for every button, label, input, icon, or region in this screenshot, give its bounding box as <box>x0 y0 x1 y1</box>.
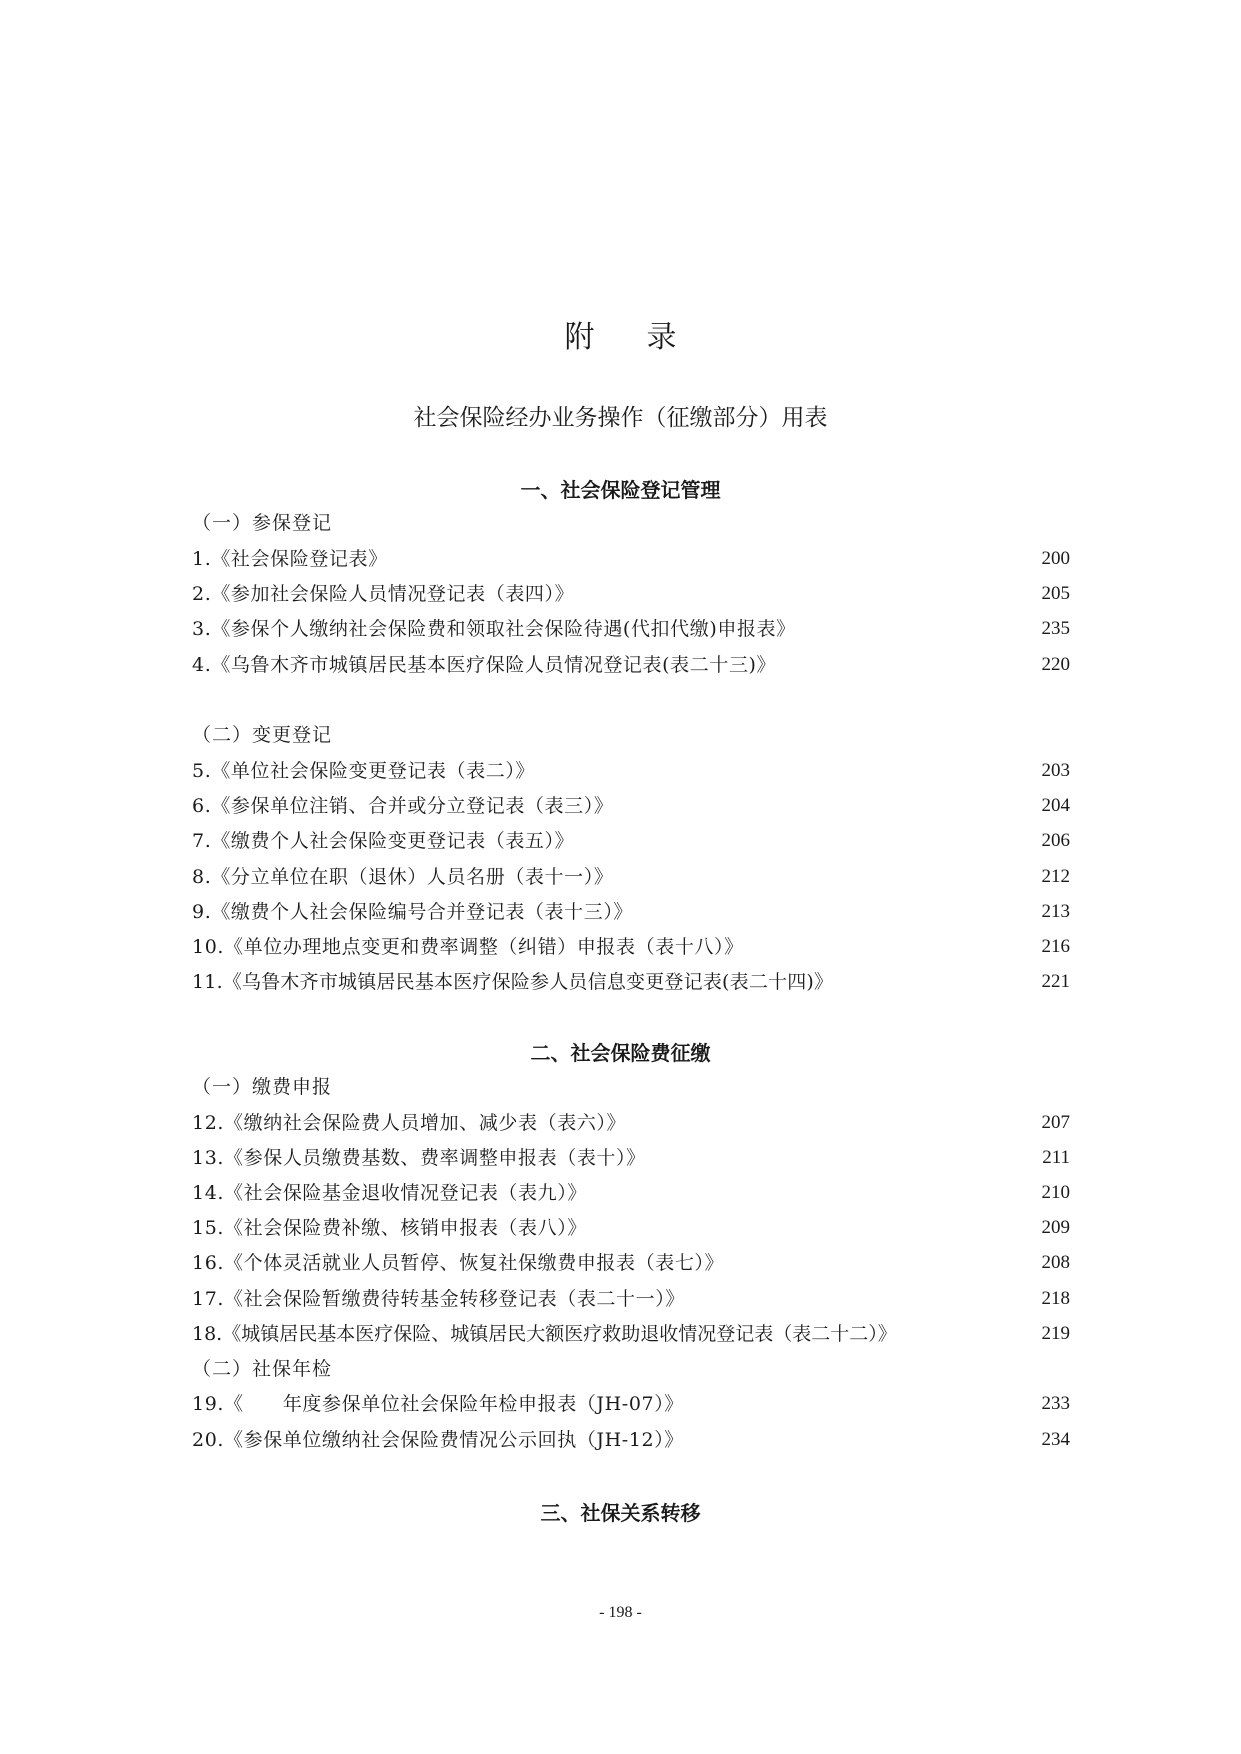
toc-row-page: 219 <box>1041 1323 1070 1344</box>
toc-row-label: 1.《社会保险登记表》 <box>192 548 388 570</box>
toc-row-page: 235 <box>1041 618 1070 639</box>
toc-row[interactable] <box>192 1249 1070 1277</box>
toc-row-page: 204 <box>1041 795 1070 816</box>
toc-row[interactable] <box>192 1144 1070 1172</box>
toc-row-page: 213 <box>1041 901 1070 922</box>
toc-row-label: 9.《缴费个人社会保险编号合并登记表（表十三）》 <box>192 901 634 923</box>
toc-row-page: 221 <box>1041 971 1070 992</box>
toc-row[interactable] <box>192 792 1070 820</box>
group-label: （一）缴费申报 <box>192 1076 333 1098</box>
toc-row[interactable] <box>192 1179 1070 1207</box>
toc-row-label: 12.《缴纳社会保险费人员增加、减少表（表六）》 <box>192 1112 627 1134</box>
group-label: （二）变更登记 <box>192 724 333 746</box>
section-heading: 二、社会保险费征缴 <box>530 1041 711 1065</box>
toc-row-page: 234 <box>1041 1429 1070 1450</box>
toc-row[interactable] <box>192 545 1070 573</box>
toc-row-page: 205 <box>1041 583 1070 604</box>
toc-row-label: 18.《城镇居民基本医疗保险、城镇居民大额医疗救助退收情况登记表（表二十二）》 <box>192 1323 897 1345</box>
toc-row[interactable] <box>192 580 1070 608</box>
toc-row-page: 206 <box>1041 830 1070 851</box>
toc-row-label: 7.《缴费个人社会保险变更登记表（表五）》 <box>192 830 575 852</box>
toc-row[interactable] <box>192 1285 1070 1313</box>
toc-row[interactable] <box>192 1390 1070 1418</box>
toc-row-label: 2.《参加社会保险人员情况登记表（表四）》 <box>192 583 575 605</box>
group-label: （一）参保登记 <box>192 512 333 534</box>
section-heading: 一、社会保险登记管理 <box>520 478 721 502</box>
toc-row[interactable] <box>192 898 1070 926</box>
page-title: 附录 <box>564 320 729 355</box>
toc-row-label: 4.《乌鲁木齐市城镇居民基本医疗保险人员情况登记表(表二十三)》 <box>192 654 777 676</box>
toc-row-label: 16.《个体灵活就业人员暂停、恢复社保缴费申报表（表七）》 <box>192 1252 725 1274</box>
toc-row-page: 209 <box>1041 1217 1070 1238</box>
toc-row-label: 17.《社会保险暂缴费待转基金转移登记表（表二十一）》 <box>192 1288 685 1310</box>
toc-row-label: 3.《参保个人缴纳社会保险费和领取社会保险待遇(代扣代缴)申报表》 <box>192 618 796 640</box>
page-subtitle: 社会保险经办业务操作（征缴部分）用表 <box>413 405 828 431</box>
toc-row-page: 208 <box>1041 1252 1070 1273</box>
toc-row-label: 8.《分立单位在职（退休）人员名册（表十一）》 <box>192 866 614 888</box>
toc-row[interactable] <box>192 1320 1070 1348</box>
toc-row-label: 11.《乌鲁木齐市城镇居民基本医疗保险参人员信息变更登记表(表二十四)》 <box>192 971 834 993</box>
toc-row[interactable] <box>192 933 1070 961</box>
toc-row-label: 6.《参保单位注销、合并或分立登记表（表三）》 <box>192 795 614 817</box>
group-label: （二）社保年检 <box>192 1358 333 1380</box>
toc-row[interactable] <box>192 651 1070 679</box>
toc-row-page: 200 <box>1041 548 1070 569</box>
toc-row-page: 220 <box>1041 654 1070 675</box>
toc-row-label: 10.《单位办理地点变更和费率调整（纠错）申报表（表十八）》 <box>192 936 744 958</box>
toc-row-page: 211 <box>1042 1147 1070 1168</box>
toc-row-label: 14.《社会保险基金退收情况登记表（表九）》 <box>192 1182 587 1204</box>
toc-row[interactable] <box>192 863 1070 891</box>
toc-row[interactable] <box>192 827 1070 855</box>
toc-row[interactable] <box>192 1109 1070 1137</box>
toc-row-page: 233 <box>1041 1393 1070 1414</box>
toc-row[interactable] <box>192 968 1070 996</box>
toc-row-page: 203 <box>1041 760 1070 781</box>
toc-row[interactable] <box>192 757 1070 785</box>
section-heading: 三、社保关系转移 <box>540 1501 701 1525</box>
toc-row-label: 20.《参保单位缴纳社会保险费情况公示回执（JH-12）》 <box>192 1429 684 1451</box>
toc-row[interactable] <box>192 615 1070 643</box>
toc-row-page: 218 <box>1041 1288 1070 1309</box>
toc-row-label: 13.《参保人员缴费基数、费率调整申报表（表十）》 <box>192 1147 646 1169</box>
toc-row[interactable] <box>192 1214 1070 1242</box>
toc-row-label: 15.《社会保险费补缴、核销申报表（表八）》 <box>192 1217 587 1239</box>
toc-row-page: 210 <box>1041 1182 1070 1203</box>
toc-row[interactable] <box>192 1426 1070 1454</box>
toc-row-page: 216 <box>1041 936 1070 957</box>
toc-row-page: 212 <box>1041 866 1070 887</box>
toc-row-label: 5.《单位社会保险变更登记表（表二）》 <box>192 760 536 782</box>
toc-row-label: 19.《 年度参保单位社会保险年检申报表（JH-07）》 <box>192 1393 684 1415</box>
toc-row-page: 207 <box>1041 1112 1070 1133</box>
page-number: - 198 - <box>599 1604 642 1621</box>
